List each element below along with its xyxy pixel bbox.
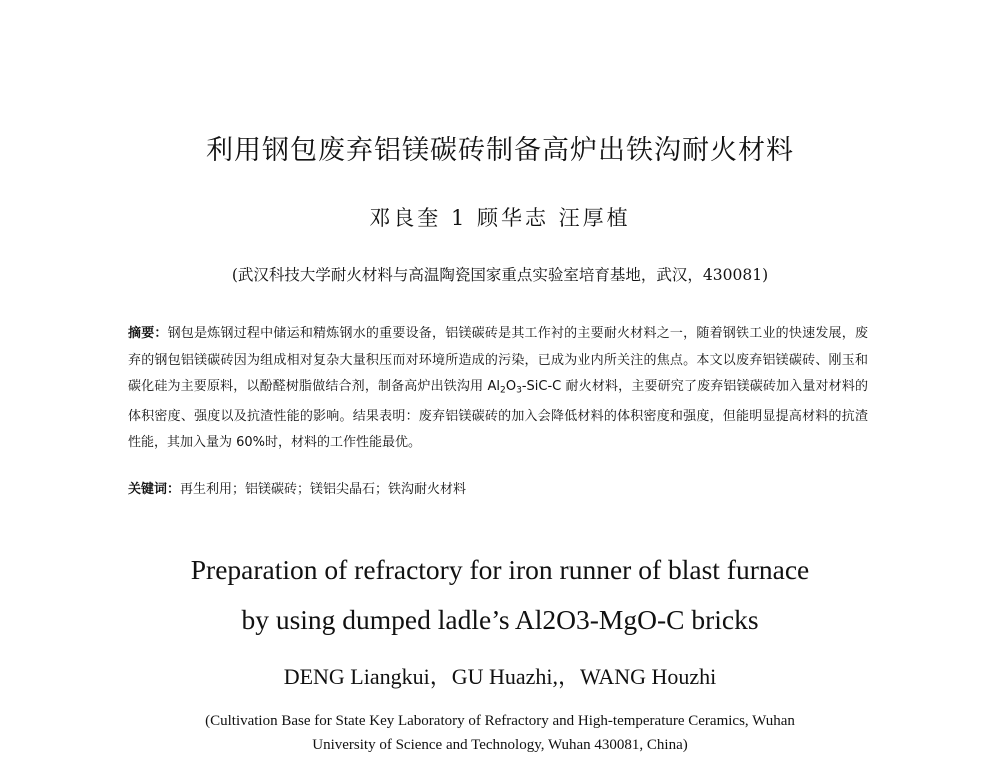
abstract-label: 摘要： — [128, 326, 168, 341]
english-title — [0, 545, 1000, 645]
english-affiliation-line1: (Cultivation Base for State Key Laboratory of Refractory and High-temperature Ceramics, Wuhan — [205, 713, 795, 729]
chinese-title: 利用钢包废弃铝镁碳砖制备高炉出铁沟耐火材料 — [206, 135, 794, 166]
english-affiliation — [0, 709, 1000, 757]
chinese-abstract — [128, 321, 868, 457]
english-affiliation-line2: University of Science and Technology, Wuhan 430081, China) — [312, 737, 688, 753]
english-title-line2: by using dumped ladle’s Al2O3-MgO-C bricks — [241, 604, 759, 635]
english-authors: DENG Liangkui，GU Huazhi,，WANG Houzhi — [283, 664, 717, 689]
chinese-keywords — [128, 479, 868, 501]
chinese-authors: 邓良奎 1 顾华志 汪厚植 — [369, 206, 631, 230]
abstract-text-part2: -SiC-C 耐火材料，主要研究了废弃铝镁碳砖加入量对材料的体积密度、强度以及抗渣性能的影响。结果表明：废弃铝镁碳砖的加入会降低材料的体积密度和强度，但能明显提高材料的抗渣性能，其加入量为 60%时，材料的工作性能最优。 — [128, 379, 868, 451]
keywords-label: 关键词： — [128, 482, 181, 497]
keywords-text: 再生利用；铝镁碳砖；镁铝尖晶石；铁沟耐火材料 — [180, 482, 467, 497]
abstract-subscript-3: 3 — [516, 385, 522, 396]
english-title-line1: Preparation of refractory for iron runner of blast furnace — [190, 554, 810, 585]
abstract-text-o: O — [505, 379, 517, 394]
abstract-subscript-2: 2 — [500, 385, 506, 396]
abstract-text-part1: 钢包是炼钢过程中储运和精炼钢水的重要设备，铝镁碳砖是其工作衬的主要耐火材料之一，随着钢铁工业的快速发展，废弃的钢包铝镁碳砖因为组成相对复杂大量积压而对环境所造成的污染，已成为业内所关注的焦点。本文以废弃铝镁碳砖、刚玉和碳化硅为主要原料，以酚醛树脂做结合剂，制备高炉出铁沟用 Al — [128, 326, 868, 394]
chinese-affiliation: (武汉科技大学耐火材料与高温陶瓷国家重点实验室培育基地，武汉，430081) — [231, 266, 769, 284]
